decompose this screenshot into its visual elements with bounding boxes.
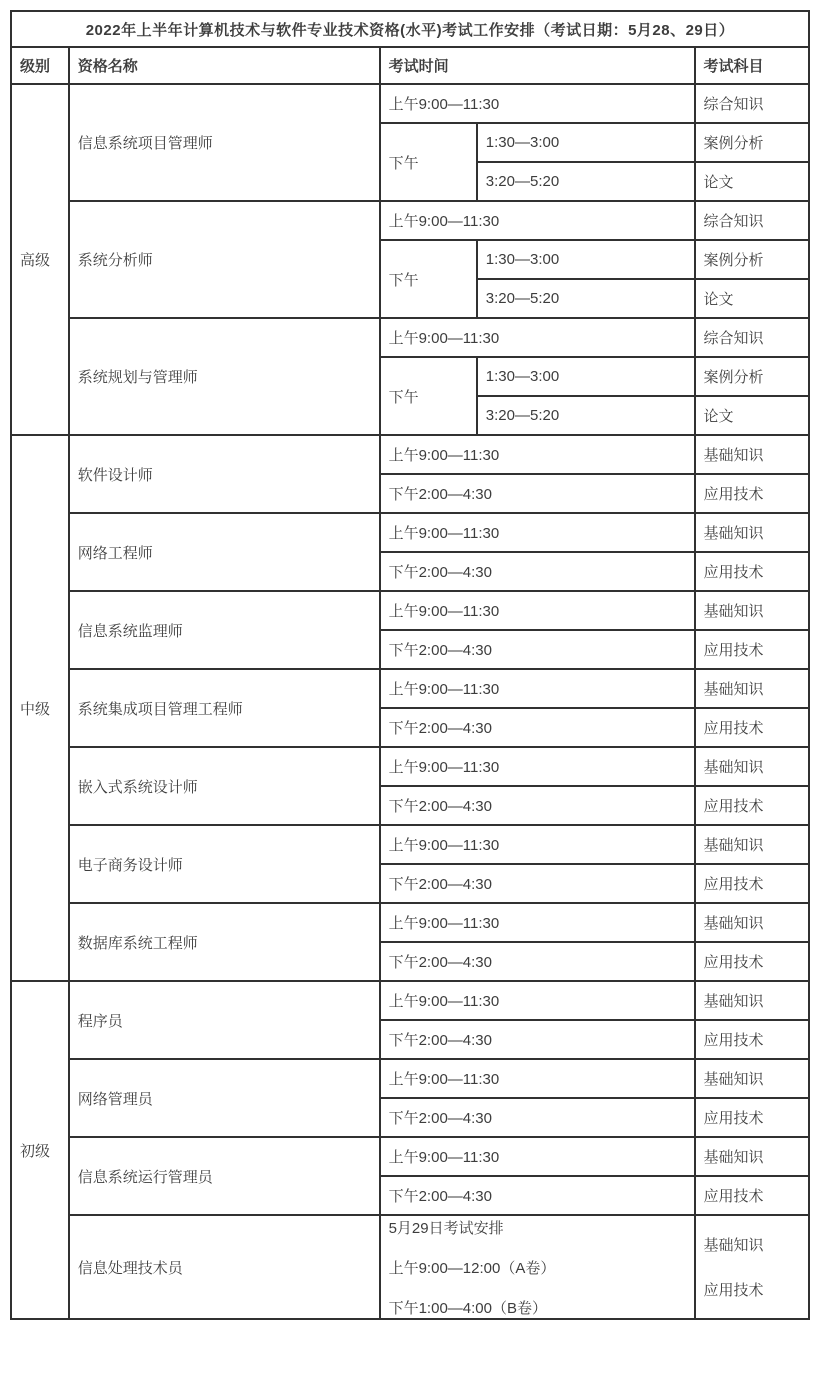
afternoon-label-cell: 下午 <box>380 357 477 435</box>
subject-cell: 基础知识 <box>695 747 809 786</box>
subject-cell: 论文 <box>695 162 809 201</box>
time-cell: 上午9:00—11:30 <box>380 513 695 552</box>
table-row <box>11 513 809 552</box>
table-row <box>11 903 809 942</box>
qualification-cell: 网络工程师 <box>69 513 380 591</box>
table-row <box>11 981 809 1020</box>
qualification-cell: 软件设计师 <box>69 435 380 513</box>
table-row <box>11 84 809 123</box>
table-row <box>11 747 809 786</box>
subject-cell: 案例分析 <box>695 123 809 162</box>
title-row <box>11 11 809 47</box>
time-cell: 上午9:00—11:30 <box>380 591 695 630</box>
time-cell: 上午9:00—11:30 <box>380 981 695 1020</box>
subject-cell: 案例分析 <box>695 240 809 279</box>
table-row <box>11 1059 809 1098</box>
time-cell: 下午2:00—4:30 <box>380 630 695 669</box>
qualification-cell: 信息处理技术员 <box>69 1215 380 1319</box>
level-cell-elementary: 初级 <box>11 981 69 1319</box>
time-cell: 上午9:00—11:30 <box>380 1137 695 1176</box>
time-cell: 上午9:00—11:30 <box>380 747 695 786</box>
qualification-cell: 数据库系统工程师 <box>69 903 380 981</box>
time-cell: 上午9:00—11:30 <box>380 669 695 708</box>
qualification-cell: 信息系统运行管理员 <box>69 1137 380 1215</box>
qualification-cell: 程序员 <box>69 981 380 1059</box>
subject-cell: 综合知识 <box>695 84 809 123</box>
subject-cell: 应用技术 <box>695 708 809 747</box>
subject-cell: 基础知识 <box>695 825 809 864</box>
qualification-cell: 系统分析师 <box>69 201 380 318</box>
qualification-cell: 系统集成项目管理工程师 <box>69 669 380 747</box>
time-cell: 上午9:00—11:30 <box>380 435 695 474</box>
table-row <box>11 669 809 708</box>
qualification-cell: 信息系统监理师 <box>69 591 380 669</box>
subject-cell: 基础知识 <box>695 591 809 630</box>
table-row <box>11 435 809 474</box>
subject-cell: 应用技术 <box>695 864 809 903</box>
time-cell: 下午2:00—4:30 <box>380 1176 695 1215</box>
time-cell: 1:30—3:00 <box>477 357 695 396</box>
time-cell: 1:30—3:00 <box>477 123 695 162</box>
subject-cell: 综合知识 <box>695 201 809 240</box>
subject-cell: 应用技术 <box>695 1098 809 1137</box>
subject-cell: 基础知识 <box>695 435 809 474</box>
header-row <box>11 47 809 84</box>
time-cell: 上午9:00—11:30 <box>380 318 695 357</box>
time-cell: 3:20—5:20 <box>477 279 695 318</box>
qualification-cell: 信息系统项目管理师 <box>69 84 380 201</box>
table-row <box>11 1215 809 1319</box>
subject-cell: 基础知识 <box>695 513 809 552</box>
header-subject: 考试科目 <box>695 47 809 84</box>
subject-cell: 案例分析 <box>695 357 809 396</box>
time-cell: 3:20—5:20 <box>477 162 695 201</box>
time-cell: 上午9:00—11:30 <box>380 84 695 123</box>
subject-cell: 论文 <box>695 279 809 318</box>
exam-schedule-table <box>10 10 810 1320</box>
time-cell: 1:30—3:00 <box>477 240 695 279</box>
header-time: 考试时间 <box>380 47 695 84</box>
afternoon-label-cell: 下午 <box>380 240 477 318</box>
subject-cell-multiline <box>695 1215 809 1319</box>
time-cell: 上午9:00—11:30 <box>380 1059 695 1098</box>
qualification-cell: 网络管理员 <box>69 1059 380 1137</box>
afternoon-label-cell: 下午 <box>380 123 477 201</box>
time-cell: 下午2:00—4:30 <box>380 708 695 747</box>
subject-cell: 应用技术 <box>695 1176 809 1215</box>
subject-cell: 论文 <box>695 396 809 435</box>
subject-cell: 应用技术 <box>695 552 809 591</box>
subject-cell: 应用技术 <box>695 474 809 513</box>
subject-cell: 应用技术 <box>695 942 809 981</box>
header-qualification: 资格名称 <box>69 47 380 84</box>
subject-line: 应用技术 <box>703 1282 764 1299</box>
table-row <box>11 591 809 630</box>
qualification-cell: 嵌入式系统设计师 <box>69 747 380 825</box>
subject-cell: 基础知识 <box>695 903 809 942</box>
subject-cell: 应用技术 <box>695 630 809 669</box>
schedule-line: 5月29日考试安排 <box>388 1219 504 1237</box>
time-cell: 下午2:00—4:30 <box>380 786 695 825</box>
subject-cell: 应用技术 <box>695 1020 809 1059</box>
time-cell: 下午2:00—4:30 <box>380 942 695 981</box>
time-cell: 上午9:00—11:30 <box>380 903 695 942</box>
time-cell: 下午2:00—4:30 <box>380 864 695 903</box>
time-cell: 下午2:00—4:30 <box>380 474 695 513</box>
schedule-line: 上午9:00—12:00（A卷） <box>388 1259 556 1277</box>
subject-cell: 基础知识 <box>695 1059 809 1098</box>
time-cell: 上午9:00—11:30 <box>380 201 695 240</box>
header-level: 级别 <box>11 47 69 84</box>
level-cell-intermediate: 中级 <box>11 435 69 981</box>
time-cell: 下午2:00—4:30 <box>380 1098 695 1137</box>
qualification-cell: 系统规划与管理师 <box>69 318 380 435</box>
time-cell-multiline <box>380 1215 695 1319</box>
table-row <box>11 318 809 357</box>
subject-cell: 基础知识 <box>695 669 809 708</box>
time-cell: 3:20—5:20 <box>477 396 695 435</box>
time-cell: 下午2:00—4:30 <box>380 552 695 591</box>
subject-cell: 基础知识 <box>695 1137 809 1176</box>
qualification-cell: 电子商务设计师 <box>69 825 380 903</box>
time-cell: 上午9:00—11:30 <box>380 825 695 864</box>
subject-line: 基础知识 <box>703 1237 764 1254</box>
subject-cell: 基础知识 <box>695 981 809 1020</box>
level-cell-advanced: 高级 <box>11 84 69 435</box>
table-row <box>11 825 809 864</box>
time-cell: 下午2:00—4:30 <box>380 1020 695 1059</box>
table-title: 2022年上半年计算机技术与软件专业技术资格(水平)考试工作安排（考试日期：5月28、29日） <box>11 11 809 47</box>
schedule-line: 下午1:00—4:00（B卷） <box>388 1299 547 1317</box>
table-row <box>11 1137 809 1176</box>
subject-cell: 应用技术 <box>695 786 809 825</box>
subject-cell: 综合知识 <box>695 318 809 357</box>
table-row <box>11 201 809 240</box>
